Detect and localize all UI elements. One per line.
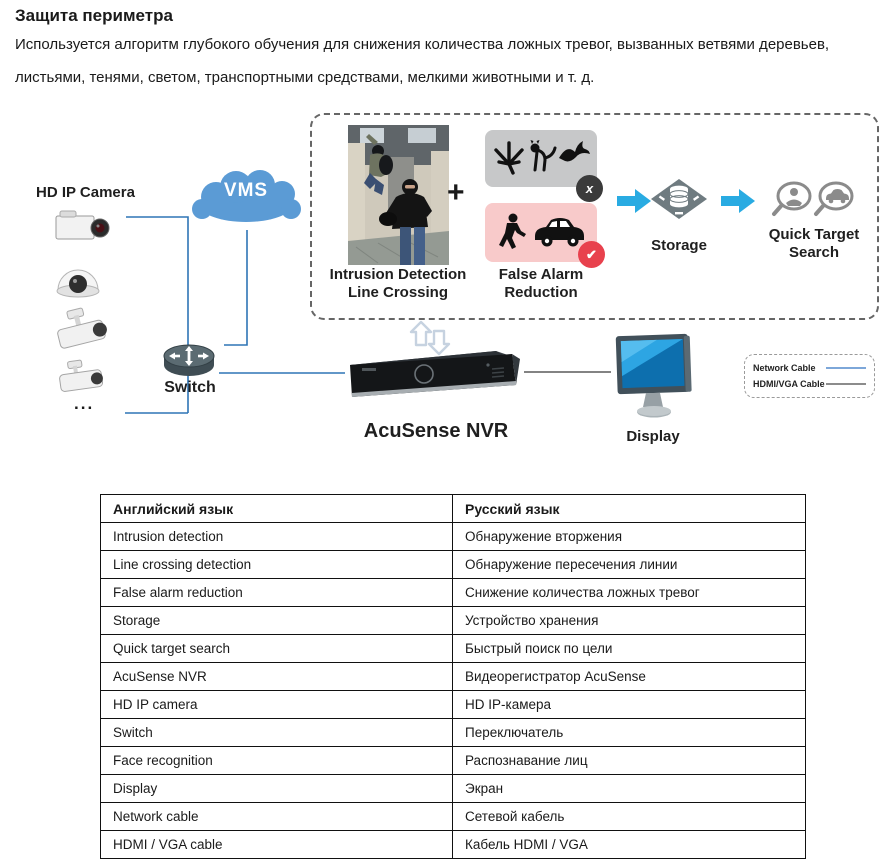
translation-table-body bbox=[101, 523, 806, 859]
table-header-english: Английский язык bbox=[101, 495, 453, 523]
display-monitor-icon bbox=[613, 333, 693, 425]
leaf-icon bbox=[496, 143, 522, 173]
camera-stack bbox=[48, 204, 120, 400]
table-row bbox=[101, 831, 806, 859]
table-row bbox=[101, 719, 806, 747]
cell-russian: Снижение количества ложных тревог bbox=[453, 579, 806, 607]
plus-sign: + bbox=[447, 176, 465, 209]
cell-russian: Видеорегистратор AcuSense bbox=[453, 663, 806, 691]
car-search-icon bbox=[816, 183, 852, 214]
table-row bbox=[101, 747, 806, 775]
false-alarm-label bbox=[479, 266, 603, 302]
cell-english: Display bbox=[101, 775, 453, 803]
cell-english: Face recognition bbox=[101, 747, 453, 775]
legend-box bbox=[744, 354, 875, 398]
small-bullet-camera-icon bbox=[57, 357, 104, 392]
legend-line-swatch bbox=[826, 383, 866, 385]
display-label: Display bbox=[626, 428, 680, 445]
table-row bbox=[101, 775, 806, 803]
cell-russian: Обнаружение вторжения bbox=[453, 523, 806, 551]
cat-icon bbox=[531, 140, 556, 170]
cell-russian: Быстрый поиск по цели bbox=[453, 635, 806, 663]
bird-icon bbox=[559, 141, 590, 161]
table-row bbox=[101, 579, 806, 607]
hd-ip-camera-label: HD IP Camera bbox=[36, 184, 135, 201]
car-icon bbox=[535, 218, 584, 247]
cell-russian: Распознавание лиц bbox=[453, 747, 806, 775]
dome-camera-icon bbox=[57, 270, 99, 297]
cell-english: False alarm reduction bbox=[101, 579, 453, 607]
legend-line-swatch bbox=[826, 367, 866, 369]
cell-english: Storage bbox=[101, 607, 453, 635]
table-row bbox=[101, 523, 806, 551]
person-search-icon bbox=[774, 183, 810, 214]
cell-english: Quick target search bbox=[101, 635, 453, 663]
legend-item bbox=[753, 363, 866, 373]
accept-badge: ✔ bbox=[578, 241, 605, 268]
description-line: листьями, тенями, светом, транспортными средствами, мелкими животными и т. д. bbox=[15, 69, 595, 86]
nvr-device-image bbox=[346, 347, 524, 405]
quick-target-search-icons bbox=[770, 181, 860, 219]
cell-english: HDMI / VGA cable bbox=[101, 831, 453, 859]
page-title: Защита периметра bbox=[15, 6, 173, 25]
cell-russian: Кабель HDMI / VGA bbox=[453, 831, 806, 859]
cell-english: Intrusion detection bbox=[101, 523, 453, 551]
legend-item-label: Network Cable bbox=[753, 363, 816, 373]
table-header-russian: Русский язык bbox=[453, 495, 806, 523]
table-row bbox=[101, 663, 806, 691]
cell-english: AcuSense NVR bbox=[101, 663, 453, 691]
legend-item bbox=[753, 379, 866, 389]
legend-item-label: HDMI/VGA Cable bbox=[753, 379, 825, 389]
quick-target-search-label bbox=[762, 226, 866, 262]
cell-russian: Устройство хранения bbox=[453, 607, 806, 635]
cell-english: Switch bbox=[101, 719, 453, 747]
ellipsis-label: ... bbox=[74, 394, 95, 413]
acusense-nvr-label: AcuSense NVR bbox=[363, 420, 509, 442]
switch-label: Switch bbox=[164, 379, 216, 396]
false-alarm-label-line1: False Alarm bbox=[498, 266, 584, 283]
intrusion-label-line1: Intrusion Detection bbox=[329, 266, 467, 283]
table-row bbox=[101, 607, 806, 635]
description-line: Используется алгоритм глубокого обучения для снижения количества ложных тревог, вызванных ветвями деревьев, bbox=[15, 36, 830, 53]
intrusion-label bbox=[322, 266, 474, 302]
false-alarm-label-line2: Reduction bbox=[504, 284, 578, 301]
cell-russian: HD IP-камера bbox=[453, 691, 806, 719]
false-sources-icons bbox=[493, 138, 591, 180]
qts-label-line1: Quick Target bbox=[768, 226, 860, 243]
person-icon bbox=[499, 214, 526, 250]
vms-label: VMS bbox=[223, 180, 269, 201]
cell-russian: Сетевой кабель bbox=[453, 803, 806, 831]
table-row bbox=[101, 635, 806, 663]
intrusion-label-line2: Line Crossing bbox=[347, 284, 448, 301]
reject-badge: x bbox=[576, 175, 603, 202]
switch-icon bbox=[160, 336, 218, 380]
intrusion-photo bbox=[348, 125, 449, 265]
cell-english: Line crossing detection bbox=[101, 551, 453, 579]
arrow-right-icon bbox=[617, 187, 651, 215]
network-cable-line bbox=[224, 230, 247, 345]
table-header-row bbox=[101, 495, 806, 523]
storage-icon bbox=[649, 177, 709, 223]
storage-label: Storage bbox=[651, 237, 707, 254]
table-row bbox=[101, 803, 806, 831]
qts-label-line2: Search bbox=[788, 244, 840, 261]
valid-targets-icons bbox=[497, 212, 589, 254]
table-row bbox=[101, 691, 806, 719]
bullet-camera-icon bbox=[53, 303, 109, 349]
cell-russian: Обнаружение пересечения линии bbox=[453, 551, 806, 579]
translation-table bbox=[100, 494, 806, 859]
table-row bbox=[101, 551, 806, 579]
cell-russian: Переключатель bbox=[453, 719, 806, 747]
arrow-right-icon bbox=[721, 187, 755, 215]
cell-russian: Экран bbox=[453, 775, 806, 803]
box-camera-icon bbox=[56, 211, 109, 239]
cell-english: Network cable bbox=[101, 803, 453, 831]
cell-english: HD IP camera bbox=[101, 691, 453, 719]
